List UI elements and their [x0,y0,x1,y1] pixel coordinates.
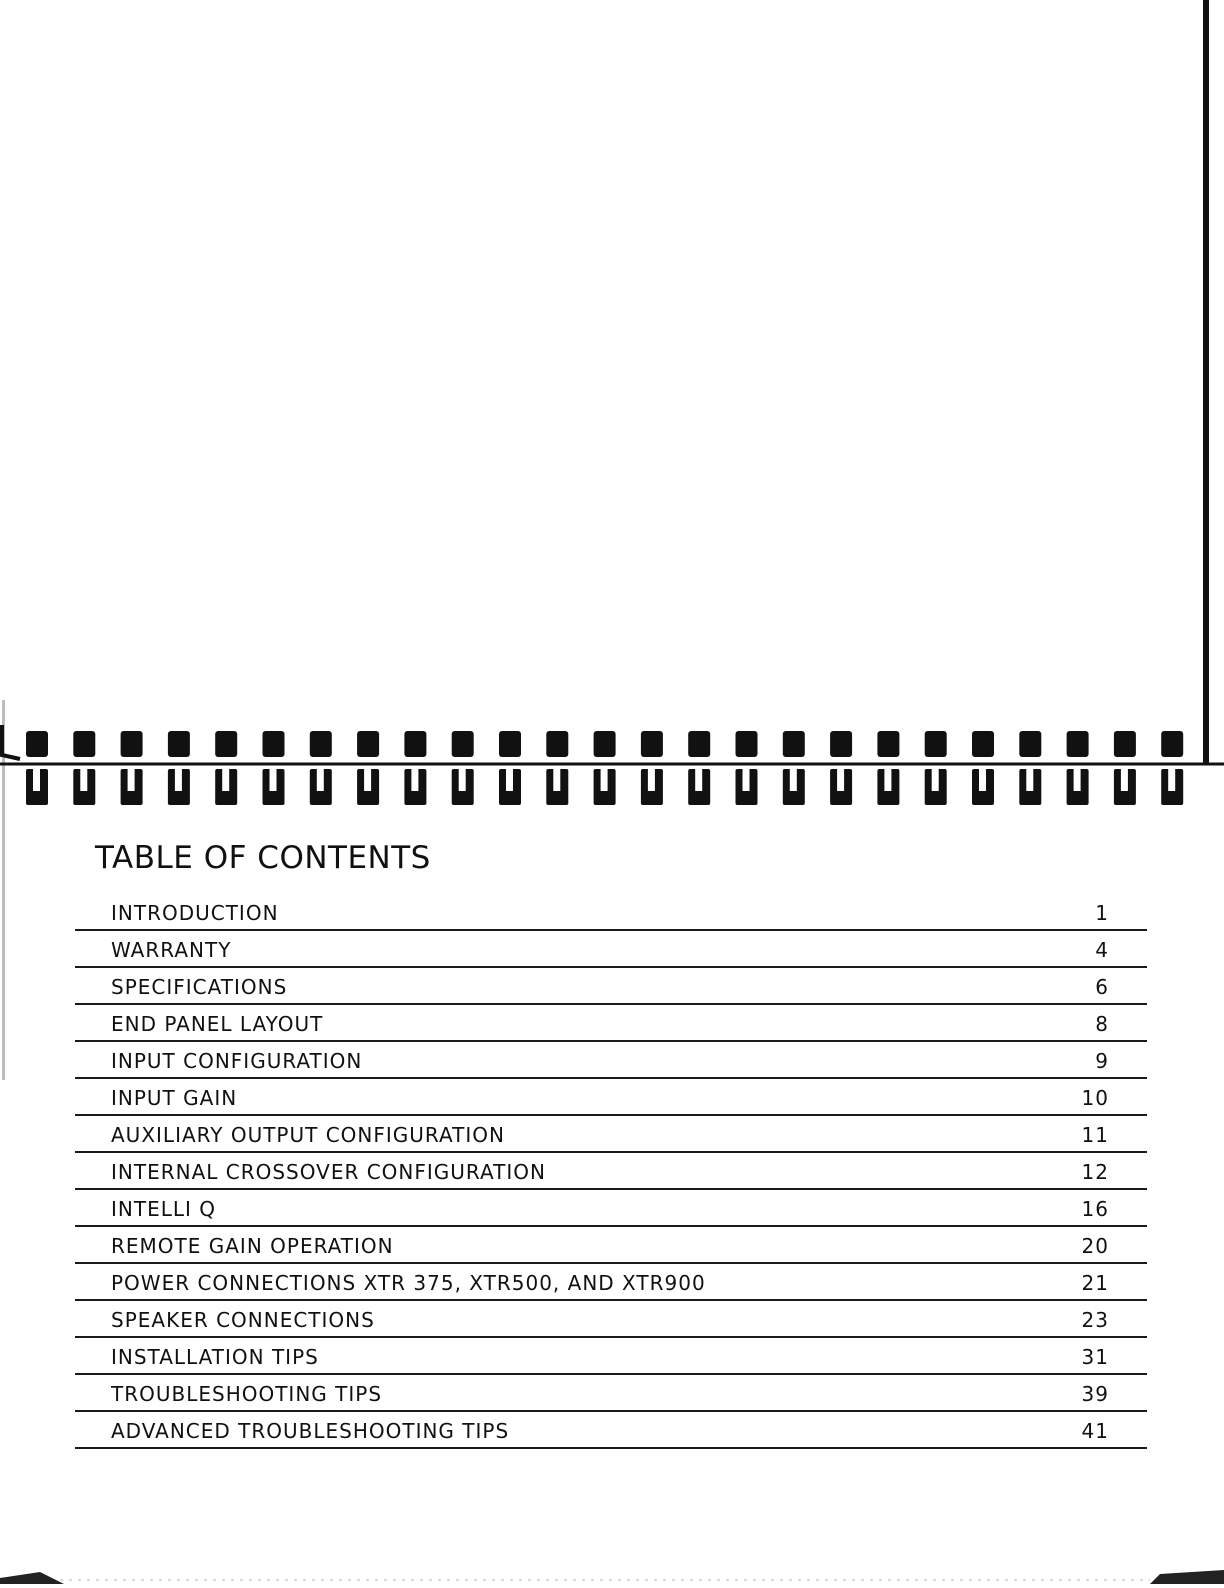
scan-artifact-strip [0,1552,1224,1584]
binding-ring [404,731,426,805]
toc-entry-label: WARRANTY [111,938,232,962]
spiral-binding-graphic [0,725,1224,815]
binding-ring [168,731,190,805]
binding-ring [310,731,332,805]
toc-entry-page: 8 [1095,1012,1109,1036]
toc-entry-page: 21 [1081,1271,1109,1295]
toc-row[interactable] [75,1042,1147,1079]
toc-row[interactable] [75,968,1147,1005]
toc-entry-label: SPEAKER CONNECTIONS [111,1308,375,1332]
toc-entry-label: ADVANCED TROUBLESHOOTING TIPS [111,1419,510,1443]
binding-ring [877,731,899,805]
binding-ring [736,731,758,805]
toc-entry-page: 11 [1081,1123,1109,1147]
binding-ring [972,731,994,805]
toc-entry-label: TROUBLESHOOTING TIPS [111,1382,383,1406]
toc-row[interactable] [75,1153,1147,1190]
binding-ring [925,731,947,805]
binding-ring [73,731,95,805]
toc-entry-label: POWER CONNECTIONS XTR 375, XTR500, AND XTR900 [111,1271,706,1295]
binding-ring [1019,731,1041,805]
toc-entry-page: 1 [1095,901,1109,925]
toc-entry-page: 31 [1081,1345,1109,1369]
toc-row[interactable] [75,1264,1147,1301]
toc-entry-page: 20 [1081,1234,1109,1258]
toc-row[interactable] [75,1375,1147,1412]
page-edge-right [1203,0,1209,765]
toc-entry-label: REMOTE GAIN OPERATION [111,1234,394,1258]
binding-ring [688,731,710,805]
scan-shadow-right [1150,1570,1224,1584]
binding-ring [830,731,852,805]
binding-ring [121,731,143,805]
toc-entry-label: INTRODUCTION [111,901,279,925]
binding-ring [641,731,663,805]
toc-entry-label: INTELLI Q [111,1197,216,1221]
toc-entry-page: 39 [1081,1382,1109,1406]
binding-cover-edge [2,725,20,759]
toc-row[interactable] [75,1412,1147,1449]
toc-row[interactable] [75,931,1147,968]
toc-entry-page: 16 [1081,1197,1109,1221]
binding-ring [499,731,521,805]
binding-ring [594,731,616,805]
toc-entry-page: 10 [1081,1086,1109,1110]
binding-ring [546,731,568,805]
toc-entry-page: 4 [1095,938,1109,962]
toc-entry-label: INTERNAL CROSSOVER CONFIGURATION [111,1160,546,1184]
toc-row[interactable] [75,894,1147,931]
toc-row[interactable] [75,1190,1147,1227]
spiral-binding [0,725,1224,815]
binding-ring [452,731,474,805]
binding-ring [1161,731,1183,805]
toc-entry-page: 9 [1095,1049,1109,1073]
toc-entry-label: INPUT GAIN [111,1086,238,1110]
toc-row[interactable] [75,1301,1147,1338]
toc-entry-label: INPUT CONFIGURATION [111,1049,363,1073]
toc-entry-label: SPECIFICATIONS [111,975,288,999]
toc-row[interactable] [75,1079,1147,1116]
binding-ring [26,731,48,805]
toc-row[interactable] [75,1005,1147,1042]
scan-shadow-left [0,1572,64,1584]
toc-entry-page: 23 [1081,1308,1109,1332]
binding-ring [1114,731,1136,805]
table-of-contents [75,894,1147,1449]
binding-ring [215,731,237,805]
toc-entry-page: 41 [1081,1419,1109,1443]
binding-ring [357,731,379,805]
binding-ring [783,731,805,805]
toc-entry-label: END PANEL LAYOUT [111,1012,324,1036]
toc-row[interactable] [75,1227,1147,1264]
scan-artifact-graphic [0,1552,1224,1584]
toc-row[interactable] [75,1116,1147,1153]
toc-row[interactable] [75,1338,1147,1375]
binding-ring [263,731,285,805]
binding-ring [1067,731,1089,805]
toc-entry-label: INSTALLATION TIPS [111,1345,319,1369]
toc-entry-label: AUXILIARY OUTPUT CONFIGURATION [111,1123,505,1147]
toc-entry-page: 12 [1081,1160,1109,1184]
toc-entry-page: 6 [1095,975,1109,999]
page-title: TABLE OF CONTENTS [95,840,431,876]
